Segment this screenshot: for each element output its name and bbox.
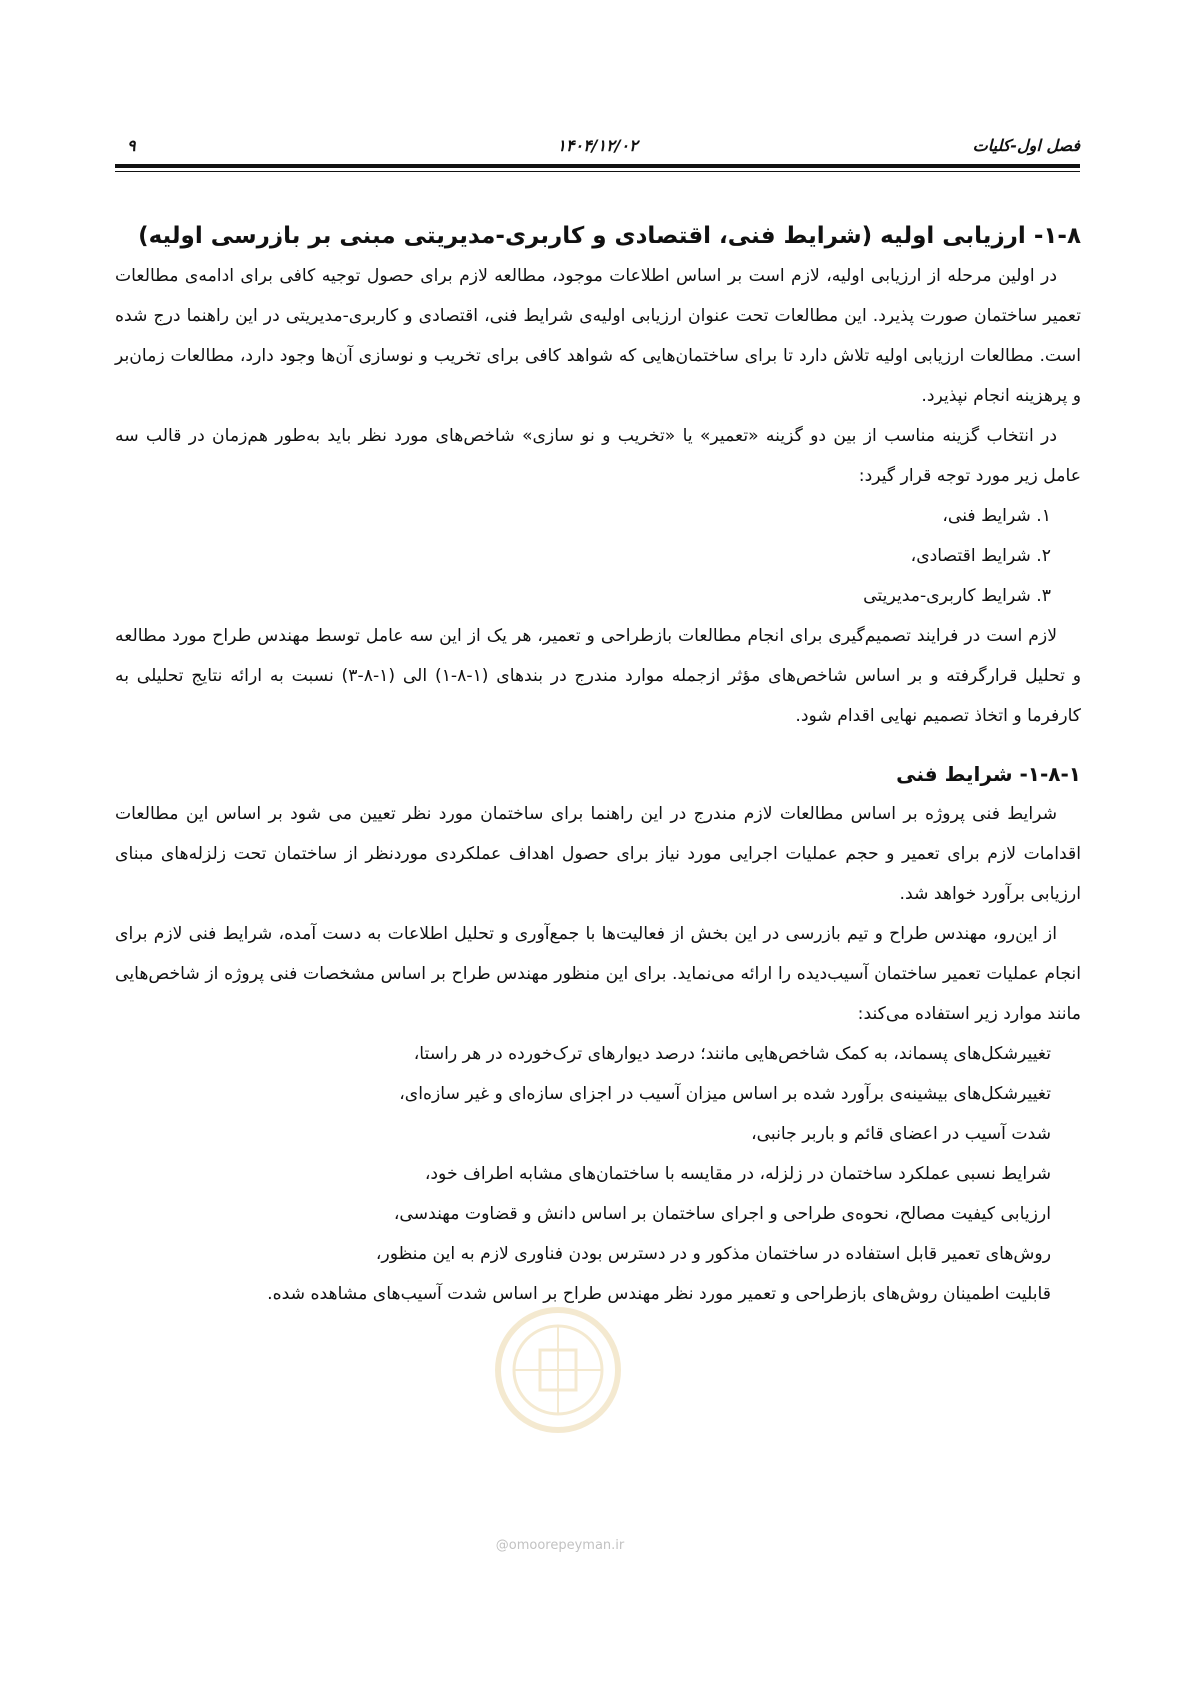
index-item: شرایط نسبی عملکرد ساختمان در زلزله، در مقایسه با ساختمان‌های مشابه اطراف خود، [424, 1164, 1051, 1184]
watermark-logo [488, 1290, 628, 1460]
index-item: روش‌های تعمیر قابل استفاده در ساختمان مذکور و در دسترس بودن فناوری لازم به این منظور، [375, 1244, 1051, 1264]
section-heading: ۱-۸- ارزیابی اولیه (شرایط فنی، اقتصادی و کاربری-مدیریتی مبنی بر بازرسی اولیه) [138, 223, 1081, 249]
chapter-title: فصل اول-کلیات [972, 136, 1080, 155]
section-paragraph: در اولین مرحله از ارزیابی اولیه، لازم است بر اساس اطلاعات موجود، مطالعه لازم برای حصول توجیه کافی برای ادامه‌ی مطالعات تعمیر ساختمان صورت پذیرد. این مطالعات تحت عنوان ارزیابی اولیه‌ی شرایط فنی، اقتصادی و کاربری-مدیریتی در این راهنما درج شده است. مطالعات ارزیابی اولیه تلاش دارد تا برای ساختمان‌هایی که شواهد کافی برای تخریب و نوسازی آن‌ها وجود دارد، مطالعات زمان‌بر و پرهزینه انجام نپذیرد. [115, 266, 1081, 406]
factor-item: ۳. شرایط کاربری-مدیریتی [863, 586, 1051, 606]
subsection-paragraph: شرایط فنی پروژه بر اساس مطالعات لازم مندرج در این راهنما برای ساختمان مورد نظر تعیین می شود بر اساس این مطالعات اقدامات لازم برای تعمیر و حجم عملیات اجرایی مورد نیاز برای حصول اهداف عملکردی موردنظر از ساختمان تحت زلزله‌های مبنای ارزیابی برآورد خواهد شد. [115, 804, 1081, 904]
factor-item: ۲. شرایط اقتصادی، [910, 546, 1051, 566]
closing-paragraph: لازم است در فرایند تصمیم‌گیری برای انجام مطالعات بازطراحی و تعمیر، هر یک از این سه عامل توسط مهندس طراح مورد مطالعه و تحلیل قرارگرفته و بر اساس شاخص‌های مؤثر ازجمله موارد مندرج در بندهای (۱-۸-۱) الی (۱-۸-۳) نسبت به ارائه نتایج تحلیلی به کارفرما و اتخاذ تصمیم نهایی اقدام شود. [115, 626, 1081, 726]
page-body [115, 216, 1081, 1314]
watermark-text: @omoorepeyman.ir [495, 1538, 625, 1553]
index-item: ارزیابی کیفیت مصالح، نحوه‌ی طراحی و اجرای ساختمان بر اساس دانش و قضاوت مهندسی، [393, 1204, 1051, 1224]
revision-date: ۱۴۰۴/۱۲/۰۲ [557, 136, 638, 155]
section-paragraph: در انتخاب گزینه مناسب از بین دو گزینه «تعمیر» یا «تخریب و نو سازی» شاخص‌های مورد نظر باید به‌طور هم‌زمان در قالب سه عامل زیر مورد توجه قرار گیرد: [115, 426, 1081, 486]
index-item: قابلیت اطمینان روش‌های بازطراحی و تعمیر مورد نظر مهندس طراح بر اساس شدت آسیب‌های مشاهده شده. [267, 1284, 1051, 1304]
subsection-heading: ۱-۸-۱- شرایط فنی [896, 762, 1081, 786]
factors-list [115, 496, 1081, 616]
page-header [115, 128, 1080, 162]
header-rule-thin [115, 171, 1080, 172]
subsection-paragraph: از این‌رو، مهندس طراح و تیم بازرسی در این بخش از فعالیت‌ها با جمع‌آوری و تحلیل اطلاعات به دست آمده، شرایط فنی لازم برای انجام عملیات تعمیر ساختمان آسیب‌دیده را ارائه می‌نماید. برای این منظور مهندس طراح بر اساس مشخصات فنی پروژه از شاخص‌هایی مانند موارد زیر استفاده می‌کند: [115, 924, 1081, 1024]
factor-item: ۱. شرایط فنی، [942, 506, 1051, 526]
technical-indices-list [115, 1034, 1081, 1314]
page-number: ۹ [127, 136, 136, 155]
index-item: تغییرشکل‌های پسماند، به کمک شاخص‌هایی مانند؛ درصد دیوارهای ترک‌خورده در هر راستا، [413, 1044, 1051, 1064]
index-item: شدت آسیب در اعضای قائم و باربر جانبی، [751, 1124, 1051, 1144]
index-item: تغییرشکل‌های بیشینه‌ی برآورد شده بر اساس میزان آسیب در اجزای سازه‌ای و غیر سازه‌ای، [399, 1084, 1051, 1104]
header-rule-thick [115, 164, 1080, 168]
